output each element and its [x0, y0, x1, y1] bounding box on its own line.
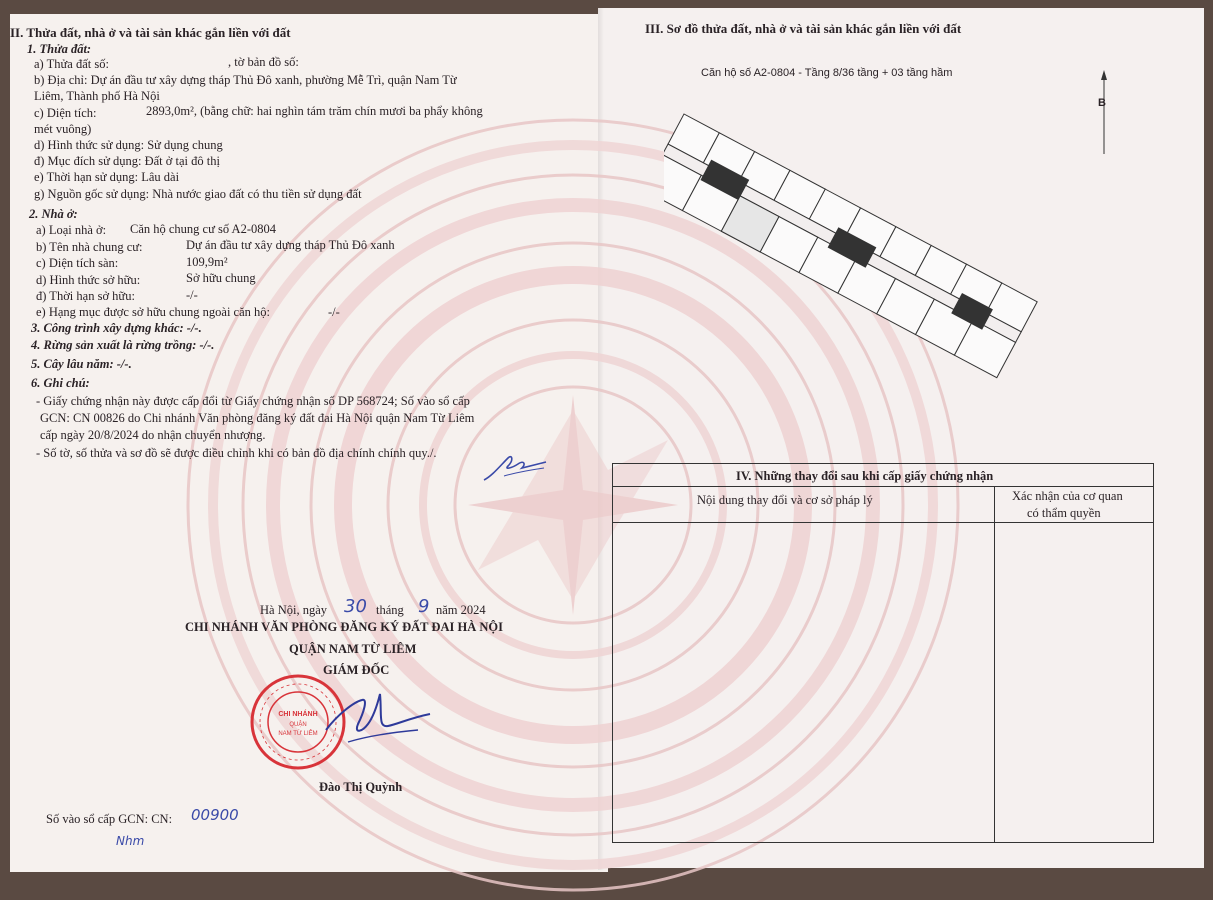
land-purpose: đ) Mục đích sử dụng: Đất ở tại đô thị: [34, 154, 220, 168]
note-line-1: - Giấy chứng nhận này được cấp đổi từ Giấy chứng nhận số DP 568724; Số vào sổ cấp: [36, 394, 470, 408]
parcel-number-label: a) Thửa đất số:: [34, 57, 109, 71]
director-title: GIÁM ĐỐC: [323, 663, 390, 677]
floor-area-value: 109,9m²: [186, 255, 228, 269]
common-items-value: -/-: [328, 305, 340, 319]
land-use-form: d) Hình thức sử dụng: Sử dụng chung: [34, 138, 223, 152]
apartment-floor-plan: [664, 94, 1104, 394]
register-number-label: Số vào sổ cấp GCN: CN:: [46, 812, 173, 826]
initial-signature: [478, 446, 548, 486]
section4-title: IV. Những thay đổi sau khi cấp giấy chứng nhận: [736, 469, 994, 483]
land-area-value: 2893,0m², (bằng chữ: hai nghìn tám trăm chín mươi ba phẩy không: [146, 104, 483, 118]
other-works: 3. Công trình xây dựng khác: -/-.: [31, 321, 202, 335]
land-heading: 1. Thửa đất:: [27, 42, 92, 56]
changes-col-content-header: Nội dung thay đổi và cơ sở pháp lý: [697, 493, 873, 507]
land-address-cont: Liêm, Thành phố Hà Nội: [34, 89, 160, 103]
svg-text:NAM TỪ LIÊM: NAM TỪ LIÊM: [278, 731, 318, 737]
land-area-value-cont: mét vuông): [34, 122, 92, 136]
land-area-label: c) Diện tích:: [34, 106, 97, 120]
note-line-3: cấp ngày 20/8/2024 do nhận chuyển nhượng.: [40, 428, 266, 442]
register-number-value: 00900: [191, 806, 239, 824]
director-signature: [318, 684, 438, 754]
office-name-line2: QUẬN NAM TỪ LIÊM: [289, 642, 417, 656]
changes-col-confirm-header-cont: có thẩm quyền: [1027, 506, 1101, 520]
house-type-value: Căn hộ chung cư số A2-0804: [130, 222, 276, 236]
section2-title: II. Thửa đất, nhà ở và tài sản khác gắn liền với đất: [10, 25, 291, 40]
svg-text:CHI NHÁNH: CHI NHÁNH: [278, 711, 318, 718]
ownership-value: Sở hữu chung: [186, 271, 256, 285]
north-label: B: [1098, 97, 1106, 109]
changes-table: [612, 463, 1154, 843]
building-name-value: Dự án đầu tư xây dựng tháp Thủ Đô xanh: [186, 238, 395, 252]
land-term: e) Thời hạn sử dụng: Lâu dài: [34, 170, 180, 184]
ownership-term-label: đ) Thời hạn sở hữu:: [36, 289, 135, 303]
signer-name: Đào Thị Quỳnh: [319, 780, 403, 794]
ownership-label: d) Hình thức sở hữu:: [36, 273, 141, 287]
house-heading: 2. Nhà ở:: [29, 207, 78, 221]
note-line-4: - Số tờ, số thửa và sơ đồ sẽ được điều chỉnh khi có bản đồ địa chính chính quy./.: [36, 446, 437, 460]
land-address: b) Địa chỉ: Dự án đầu tư xây dựng tháp Thủ Đô xanh, phường Mễ Trì, quận Nam Từ: [34, 73, 457, 87]
production-forest: 4. Rừng sản xuất là rừng trồng: -/-.: [31, 338, 215, 352]
date-month: 9: [418, 596, 430, 617]
date-year: năm 2024: [436, 603, 486, 617]
changes-col-confirm-header: Xác nhận của cơ quan: [1012, 489, 1123, 503]
floor-plan-caption: Căn hộ số A2-0804 - Tầng 8/36 tầng + 03 tầng hầm: [701, 67, 953, 79]
common-items-label: e) Hạng mục được sở hữu chung ngoài căn hộ:: [36, 305, 271, 319]
notes-heading: 6. Ghi chú:: [31, 376, 90, 390]
register-initials: Nhm: [116, 834, 145, 848]
svg-text:QUẬN: QUẬN: [289, 722, 307, 728]
section3-title: III. Sơ đồ thửa đất, nhà ở và tài sản khác gắn liền với đất: [645, 21, 962, 36]
floor-area-label: c) Diện tích sàn:: [36, 256, 119, 270]
building-name-label: b) Tên nhà chung cư:: [36, 240, 143, 254]
ownership-term-value: -/-: [186, 288, 198, 302]
date-day: 30: [344, 596, 367, 617]
office-name-line1: CHI NHÁNH VĂN PHÒNG ĐĂNG KÝ ĐẤT ĐAI HÀ NỘI: [185, 620, 503, 634]
perennial-trees: 5. Cây lâu năm: -/-.: [31, 357, 132, 371]
map-sheet-label: , tờ bản đồ số:: [228, 55, 299, 69]
note-line-2: GCN: CN 00826 do Chi nhánh Văn phòng đăng ký đất đai Hà Nội quận Nam Từ Liêm: [40, 411, 475, 425]
date-prefix: Hà Nội, ngày: [260, 603, 327, 617]
house-type-label: a) Loại nhà ở:: [36, 223, 107, 237]
date-month-prefix: tháng: [376, 603, 404, 617]
land-origin: g) Nguồn gốc sử dụng: Nhà nước giao đất có thu tiền sử dụng đất: [34, 187, 362, 201]
